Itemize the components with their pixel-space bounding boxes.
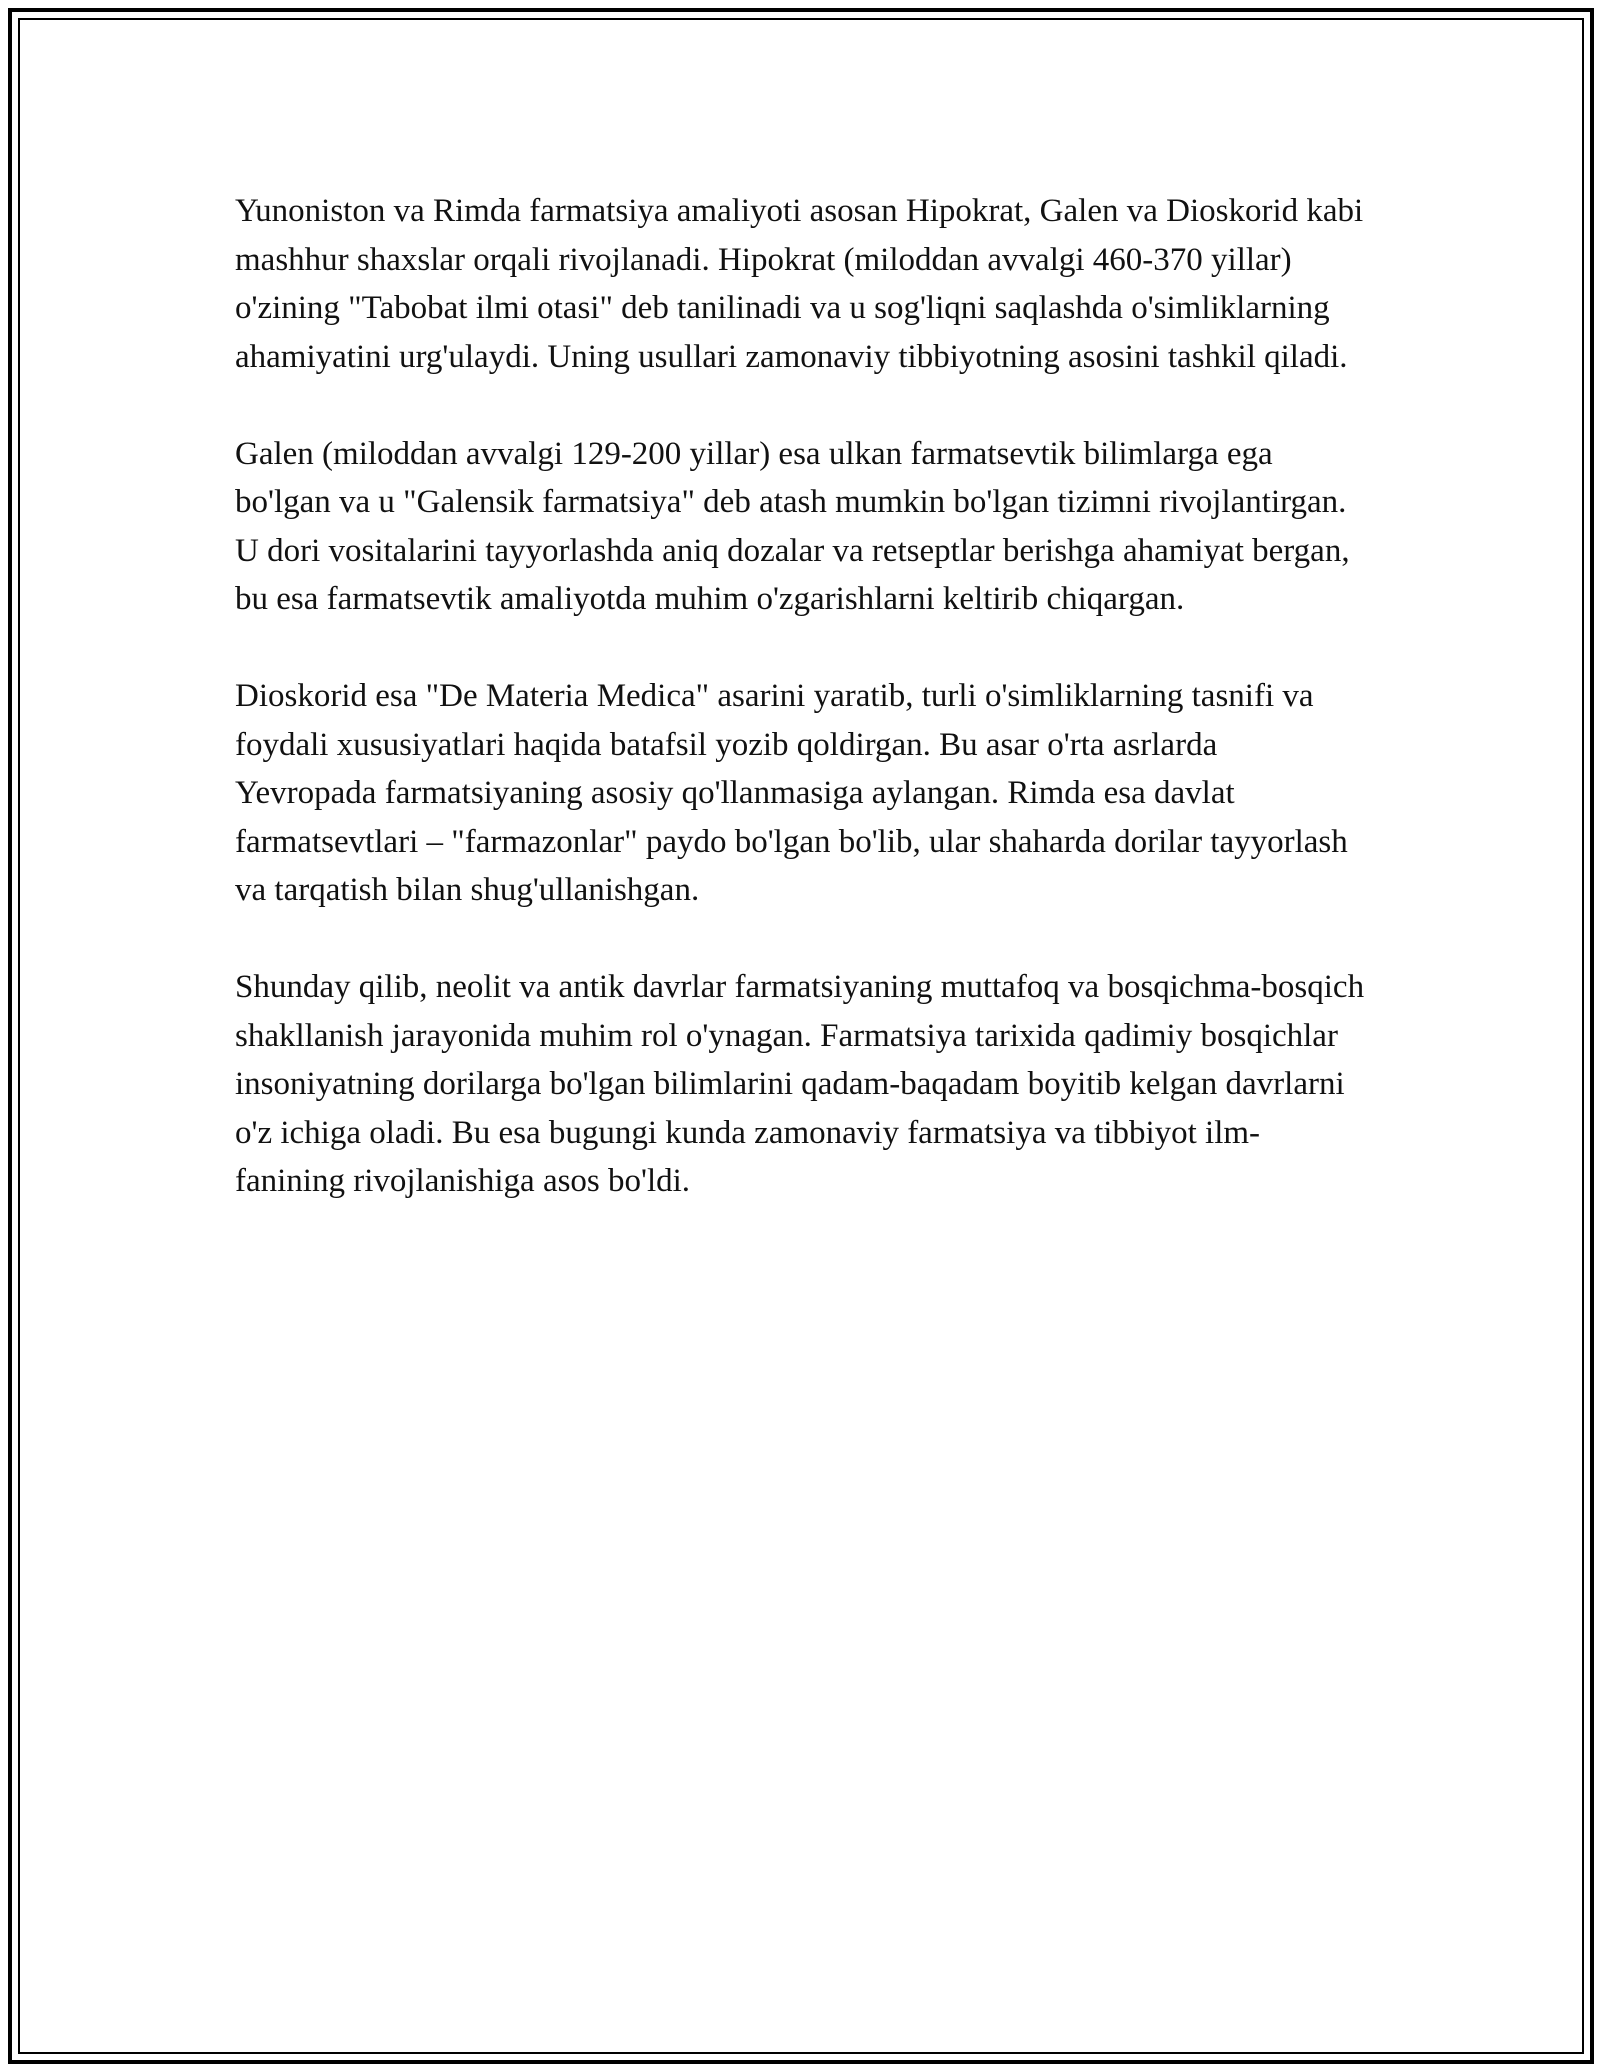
paragraph-3: Dioskorid esa "De Materia Medica" asarini yaratib, turli o'simliklarning tasnifi va foydali xususiyatlari haqida batafsil yozib qoldirgan. Bu asar o'rta asrlarda Yevropada farmatsiyaning asosiy qo'llanmasiga aylangan. Rimda esa davlat farmatsevtlari – "farmazonlar" paydo bo'lgan bo'lib, ular shaharda dorilar tayyorlash va tarqatish bilan shug'ullanishgan. bbox=[235, 678, 1348, 908]
paragraph-1: Yunoniston va Rimda farmatsiya amaliyoti asosan Hipokrat, Galen va Dioskorid kabi mashhur shaxslar orqali rivojlanadi. Hipokrat (miloddan avvalgi 460-370 yillar) o'zining "Tabobat ilmi otasi" deb tanilinadi va u sog'liqni saqlashda o'simliklarning ahamiyatini urg'ulaydi. Uning usullari zamonaviy tibbiyotning asosini tashkil qiladi. bbox=[235, 193, 1364, 375]
document-body bbox=[235, 187, 1365, 1254]
paragraph-2: Galen (miloddan avvalgi 129-200 yillar) esa ulkan farmatsevtik bilimlarga ega bo'lgan va u "Galensik farmatsiya" deb atash mumkin bo'lgan tizimni rivojlantirgan. U dori vositalarini tayyorlashda aniq dozalar va retseptlar berishga ahamiyat bergan, bu esa farmatsevtik amaliyotda muhim o'zgarishlarni keltirib chiqargan. bbox=[235, 435, 1350, 617]
paragraph-4: Shunday qilib, neolit va antik davrlar farmatsiyaning muttafoq va bosqichma-bosqich shakllanish jarayonida muhim rol o'ynagan. Farmatsiya tarixida qadimiy bosqichlar insoniyatning dorilarga bo'lgan bilimlarini qadam-baqadam boyitib kelgan davrlarni o'z ichiga oladi. Bu esa bugungi kunda zamonaviy farmatsiya va tibbiyot ilm-fanining rivojlanishiga asos bo'ldi. bbox=[235, 969, 1365, 1199]
